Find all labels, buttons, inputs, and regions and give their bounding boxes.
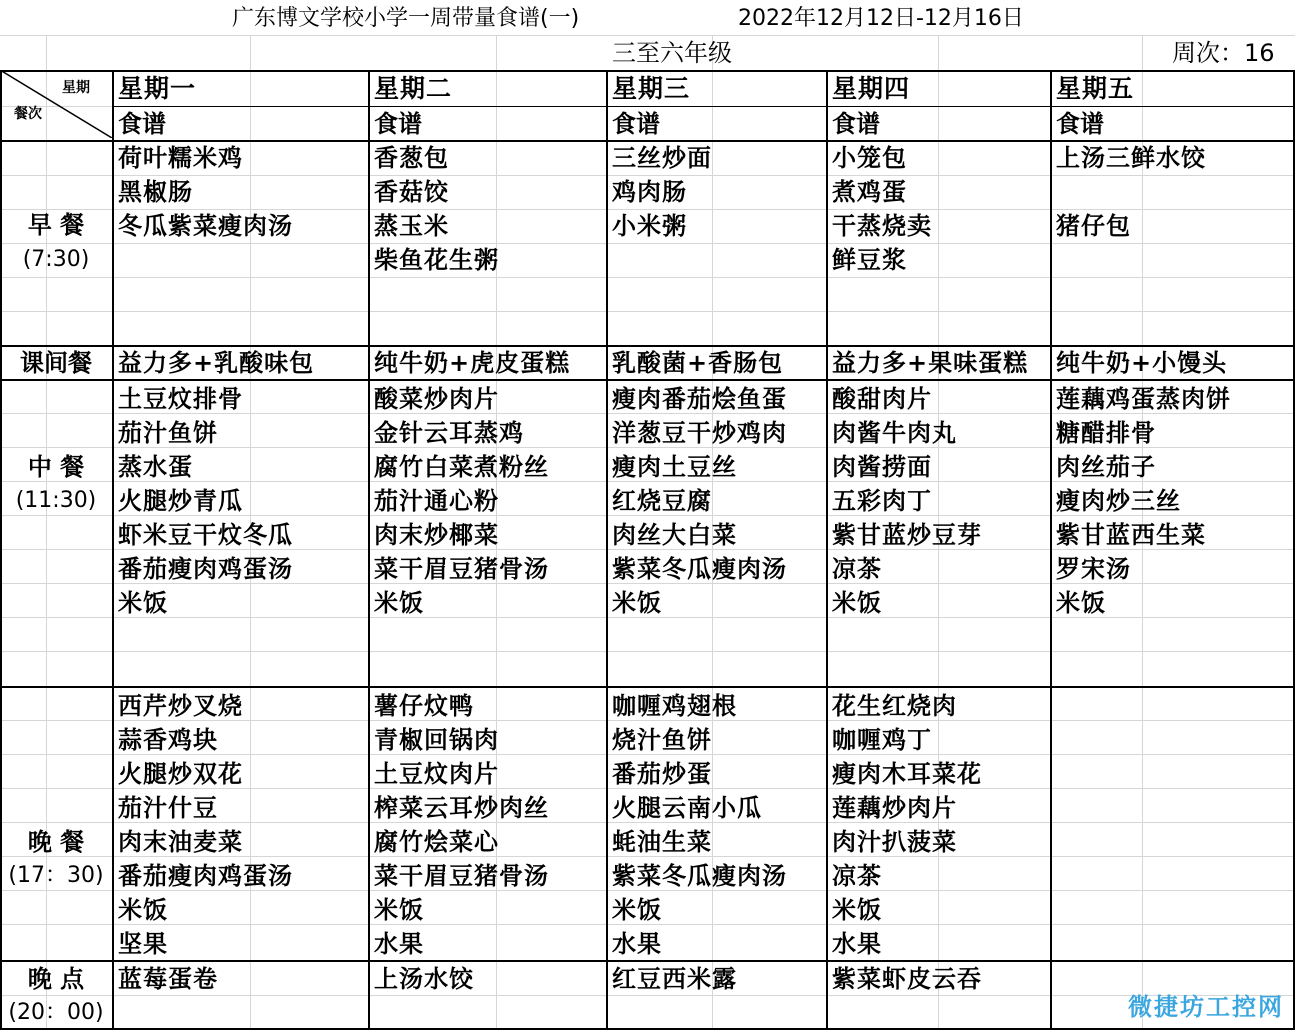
dinner-item-wed: 烧汁鱼饼 xyxy=(612,726,712,754)
dinner-item-wed: 米饭 xyxy=(612,896,662,924)
lunch-item-mon: 米饭 xyxy=(118,589,168,617)
week-number: 周次：16 xyxy=(1172,39,1275,67)
gridline-h xyxy=(0,243,1295,244)
breakfast-item-mon: 冬瓜紫菜瘦肉汤 xyxy=(118,212,293,240)
lunch-item-thu: 凉茶 xyxy=(832,555,882,583)
meal-dinner-label: 晚 餐 xyxy=(27,828,85,856)
lunch-item-mon: 茄汁鱼饼 xyxy=(118,419,218,447)
border-v xyxy=(606,70,608,1030)
breakfast-item-wed: 鸡肉肠 xyxy=(612,178,687,206)
border-v xyxy=(1050,70,1052,1030)
watermark-logo: 微捷坊工控网 xyxy=(1128,993,1284,1021)
breakfast-item-mon: 黑椒肠 xyxy=(118,178,193,206)
recipe-subheader-mon: 食谱 xyxy=(118,110,166,138)
lunch-item-wed: 米饭 xyxy=(612,589,662,617)
day-header-fri: 星期五 xyxy=(1056,74,1135,103)
lunch-item-wed: 瘦肉土豆丝 xyxy=(612,453,737,481)
breakfast-item-fri: 猪仔包 xyxy=(1056,212,1131,240)
recipe-subheader-wed: 食谱 xyxy=(612,110,660,138)
dinner-item-wed: 紫菜冬瓜瘦肉汤 xyxy=(612,862,787,890)
breakfast-item-thu: 小笼包 xyxy=(832,144,907,172)
dinner-item-mon: 肉末油麦菜 xyxy=(118,828,243,856)
lunch-item-fri: 莲藕鸡蛋蒸肉饼 xyxy=(1056,385,1231,413)
border-v xyxy=(112,70,114,1030)
dinner-item-tue: 水果 xyxy=(374,930,424,958)
lunch-item-tue: 茄汁通心粉 xyxy=(374,487,499,515)
dinner-item-thu: 凉茶 xyxy=(832,862,882,890)
lunch-item-thu: 肉酱捞面 xyxy=(832,453,932,481)
dinner-item-thu: 肉汁扒菠菜 xyxy=(832,828,957,856)
breakfast-item-tue: 香菇饺 xyxy=(374,178,449,206)
lunch-item-fri: 米饭 xyxy=(1056,589,1106,617)
dinner-item-tue: 榨菜云耳炒肉丝 xyxy=(374,794,549,822)
menu-title: 广东博文学校小学一周带量食谱(一) xyxy=(232,6,580,31)
dinner-item-tue: 腐竹烩菜心 xyxy=(374,828,499,856)
day-header-mon: 星期一 xyxy=(118,74,197,103)
breakfast-item-fri: 上汤三鲜水饺 xyxy=(1056,144,1206,172)
meal-lunch-label: 中 餐 xyxy=(27,453,85,481)
dinner-item-wed: 水果 xyxy=(612,930,662,958)
breakfast-item-thu: 干蒸烧卖 xyxy=(832,212,932,240)
breakfast-item-wed: 小米粥 xyxy=(612,212,687,240)
dinner-item-tue: 薯仔炆鸭 xyxy=(374,692,474,720)
dinner-item-thu: 水果 xyxy=(832,930,882,958)
border-h xyxy=(112,106,1295,107)
lunch-item-wed: 紫菜冬瓜瘦肉汤 xyxy=(612,555,787,583)
dinner-item-thu: 咖喱鸡丁 xyxy=(832,726,932,754)
meal-breakfast-label: 早 餐 xyxy=(27,211,85,239)
dinner-item-mon: 坚果 xyxy=(118,930,168,958)
meal-night-time: (20：00) xyxy=(8,1000,104,1025)
day-header-thu: 星期四 xyxy=(832,74,911,103)
lunch-item-tue: 米饭 xyxy=(374,589,424,617)
dinner-item-thu: 瘦肉木耳菜花 xyxy=(832,760,982,788)
gridline-h xyxy=(0,311,1295,312)
dinner-item-wed: 咖喱鸡翅根 xyxy=(612,692,737,720)
meal-dinner-time: (17：30) xyxy=(8,863,104,888)
lunch-item-thu: 酸甜肉片 xyxy=(832,385,932,413)
snack-item-tue: 纯牛奶+虎皮蛋糕 xyxy=(374,349,571,377)
lunch-item-tue: 酸菜炒肉片 xyxy=(374,385,499,413)
lunch-item-wed: 红烧豆腐 xyxy=(612,487,712,515)
day-header-tue: 星期二 xyxy=(374,74,453,103)
lunch-item-wed: 瘦肉番茄烩鱼蛋 xyxy=(612,385,787,413)
lunch-item-wed: 洋葱豆干炒鸡肉 xyxy=(612,419,787,447)
dinner-item-mon: 火腿炒双花 xyxy=(118,760,243,788)
lunch-item-mon: 土豆炆排骨 xyxy=(118,385,243,413)
lunch-item-tue: 腐竹白菜煮粉丝 xyxy=(374,453,549,481)
gridline-h xyxy=(0,277,1295,278)
snack-item-wed: 乳酸菌+香肠包 xyxy=(612,349,784,377)
date-range: 2022年12月12日-12月16日 xyxy=(738,6,1024,31)
night-snack-item-thu: 紫菜虾皮云吞 xyxy=(832,965,982,993)
lunch-item-thu: 肉酱牛肉丸 xyxy=(832,419,957,447)
breakfast-item-wed: 三丝炒面 xyxy=(612,144,712,172)
lunch-item-tue: 肉末炒椰菜 xyxy=(374,521,499,549)
dinner-item-mon: 西芹炒叉烧 xyxy=(118,692,243,720)
snack-item-mon: 益力多+乳酸味包 xyxy=(118,349,315,377)
dinner-item-thu: 米饭 xyxy=(832,896,882,924)
gridline-h xyxy=(0,651,1295,652)
dinner-item-tue: 青椒回锅肉 xyxy=(374,726,499,754)
dinner-item-wed: 火腿云南小瓜 xyxy=(612,794,762,822)
dinner-item-tue: 土豆炆肉片 xyxy=(374,760,499,788)
dinner-item-wed: 蚝油生菜 xyxy=(612,828,712,856)
lunch-item-mon: 火腿炒青瓜 xyxy=(118,487,243,515)
lunch-item-tue: 菜干眉豆猪骨汤 xyxy=(374,555,549,583)
meal-snack-label: 课间餐 xyxy=(20,349,92,377)
snack-item-fri: 纯牛奶+小馒头 xyxy=(1056,349,1228,377)
breakfast-item-tue: 香葱包 xyxy=(374,144,449,172)
border-v xyxy=(826,70,828,1030)
day-header-wed: 星期三 xyxy=(612,74,691,103)
snack-item-thu: 益力多+果味蛋糕 xyxy=(832,349,1029,377)
grade-label: 三至六年级 xyxy=(612,39,732,67)
border-v xyxy=(368,70,370,1030)
lunch-item-fri: 紫甘蓝西生菜 xyxy=(1056,521,1206,549)
breakfast-item-mon: 荷叶糯米鸡 xyxy=(118,144,243,172)
lunch-item-fri: 瘦肉炒三丝 xyxy=(1056,487,1181,515)
meal-breakfast-time: (7:30) xyxy=(22,247,90,272)
dinner-item-wed: 番茄炒蛋 xyxy=(612,760,712,788)
lunch-item-wed: 肉丝大白菜 xyxy=(612,521,737,549)
lunch-item-fri: 糖醋排骨 xyxy=(1056,419,1156,447)
corner-meal-label: 餐次 xyxy=(14,106,42,122)
lunch-item-fri: 肉丝茄子 xyxy=(1056,453,1156,481)
dinner-item-thu: 莲藕炒肉片 xyxy=(832,794,957,822)
recipe-subheader-thu: 食谱 xyxy=(832,110,880,138)
lunch-item-thu: 紫甘蓝炒豆芽 xyxy=(832,521,982,549)
breakfast-item-tue: 蒸玉米 xyxy=(374,212,449,240)
lunch-item-thu: 米饭 xyxy=(832,589,882,617)
recipe-subheader-fri: 食谱 xyxy=(1056,110,1104,138)
lunch-item-fri: 罗宋汤 xyxy=(1056,555,1131,583)
night-snack-item-tue: 上汤水饺 xyxy=(374,965,474,993)
breakfast-item-thu: 煮鸡蛋 xyxy=(832,178,907,206)
dinner-item-mon: 蒜香鸡块 xyxy=(118,726,218,754)
lunch-item-tue: 金针云耳蒸鸡 xyxy=(374,419,524,447)
lunch-item-mon: 蒸水蛋 xyxy=(118,453,193,481)
lunch-item-thu: 五彩肉丁 xyxy=(832,487,932,515)
night-snack-item-wed: 红豆西米露 xyxy=(612,965,737,993)
dinner-item-mon: 米饭 xyxy=(118,896,168,924)
dinner-item-thu: 花生红烧肉 xyxy=(832,692,957,720)
night-snack-item-mon: 蓝莓蛋卷 xyxy=(118,965,218,993)
dinner-item-mon: 番茄瘦肉鸡蛋汤 xyxy=(118,862,293,890)
dinner-item-mon: 茄汁什豆 xyxy=(118,794,218,822)
dinner-item-tue: 菜干眉豆猪骨汤 xyxy=(374,862,549,890)
dinner-item-tue: 米饭 xyxy=(374,896,424,924)
recipe-subheader-tue: 食谱 xyxy=(374,110,422,138)
lunch-item-mon: 番茄瘦肉鸡蛋汤 xyxy=(118,555,293,583)
meal-night-label: 晚 点 xyxy=(27,965,85,993)
corner-day-label: 星期 xyxy=(62,80,90,96)
lunch-item-mon: 虾米豆干炆冬瓜 xyxy=(118,521,293,549)
breakfast-item-thu: 鲜豆浆 xyxy=(832,246,907,274)
border-h xyxy=(0,686,1295,688)
breakfast-item-tue: 柴鱼花生粥 xyxy=(374,246,499,274)
meal-lunch-time: (11:30) xyxy=(15,488,97,513)
